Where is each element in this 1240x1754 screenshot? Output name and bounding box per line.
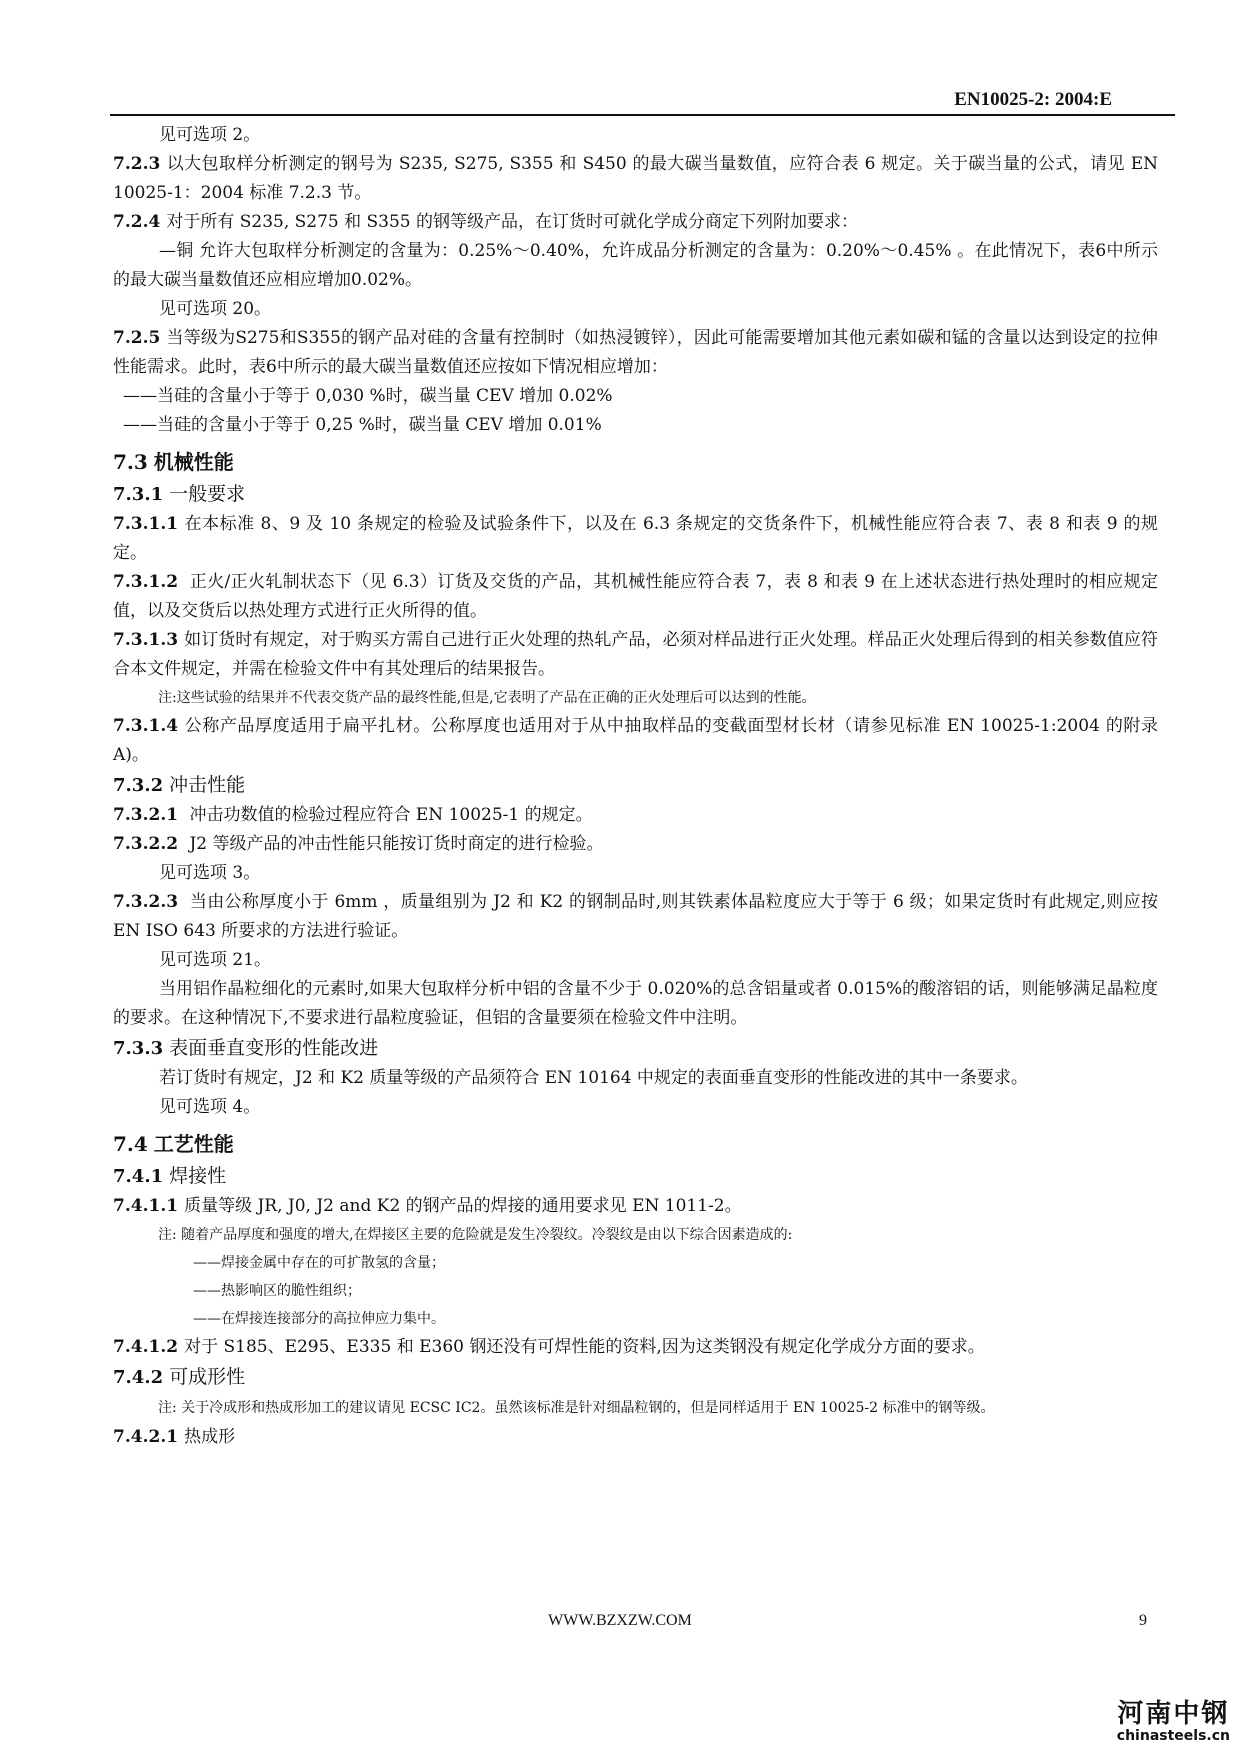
section-number: 7.2.4	[113, 212, 161, 232]
section-number: 7.3.1.4	[113, 716, 179, 736]
section-number: 7.4.1	[113, 1166, 164, 1187]
paragraph-text: 表面垂直变形的性能改进	[169, 1037, 379, 1059]
paragraph-text: ——当硅的含量小于等于 0,030 %时，碳当量 CEV 增加 0.02%	[123, 386, 613, 406]
paragraph	[113, 1305, 1158, 1333]
paragraph-text: 见可选项 2。	[159, 125, 261, 145]
paragraph-text: 注: 关于冷成形和热成形加工的建议请见 ECSC IC2。虽然该标准是针对细晶粒钢的，但是同样适用于 EN 10025-2 标准中的钢等级。	[158, 1400, 995, 1416]
section-number: 7.4.2	[113, 1367, 164, 1388]
document-body	[113, 121, 1158, 1452]
paragraph-text: 如订货时有规定，对于购买方需自己进行正火处理的热轧产品，必须对样品进行正火处理。样品正火处理后得到的相关参数值应符合本文件规定，并需在检验文件中有其处理后的结果报告。	[113, 630, 1158, 679]
paragraph-text: 可成形性	[169, 1366, 246, 1388]
paragraph	[113, 295, 1158, 324]
paragraph	[113, 237, 1158, 295]
paragraph-text: 质量等级 JR, J0, J2 and K2 的钢产品的焊接的通用要求见 EN 1011-2。	[184, 1196, 742, 1216]
section-number: 7.3.3	[113, 1038, 164, 1059]
paragraph-text: 见可选项 20。	[159, 299, 272, 319]
section-number: 7.4.2.1	[113, 1427, 179, 1447]
header-rule	[110, 114, 1175, 116]
paragraph-text: 见可选项 4。	[159, 1097, 261, 1117]
paragraph-text: 一般要求	[169, 483, 246, 505]
paragraph-text: 焊接性	[169, 1165, 227, 1187]
paragraph-text: 若订货时有规定，J2 和 K2 质量等级的产品须符合 EN 10164 中规定的表面垂直变形的性能改进的其中一条要求。	[159, 1068, 1028, 1088]
document-code: EN10025-2: 2004:E	[954, 89, 1112, 110]
paragraph	[113, 684, 1158, 712]
paragraph-text: ——热影响区的脆性组织；	[193, 1283, 361, 1299]
section-number: 7.3.1.1	[113, 514, 179, 534]
section-7-3-3	[113, 1033, 1158, 1064]
paragraph-text: ——当硅的含量小于等于 0,25 %时，碳当量 CEV 增加 0.01%	[123, 415, 602, 435]
section-number: 7.4	[113, 1132, 148, 1156]
paragraph-text: 公称产品厚度适用于扁平扎材。公称厚度也适用对于从中抽取样品的变截面型材长材（请参见标准 EN 10025-1:2004 的附录 A)。	[113, 716, 1158, 765]
section-7-2-3	[113, 150, 1158, 208]
section-number: 7.4.1.2	[113, 1337, 179, 1357]
section-7-4-1-1	[113, 1192, 1158, 1221]
paragraph-text: 冲击功数值的检验过程应符合 EN 10025-1 的规定。	[184, 805, 593, 825]
paragraph	[113, 1277, 1158, 1305]
paragraph	[113, 382, 1158, 411]
paragraph	[113, 1093, 1158, 1122]
section-number: 7.3.2.3	[113, 892, 179, 912]
section-7-3-1	[113, 479, 1158, 510]
section-7-3-1-3	[113, 626, 1158, 684]
section-7-3	[113, 446, 1158, 479]
section-7-2-4	[113, 208, 1158, 237]
page-number: 9	[1139, 1612, 1147, 1629]
paragraph-text: 当由公称厚度小于 6mm ，质量组别为 J2 和 K2 的钢制品时,则其铁素体晶粒度应大于等于 6 级；如果定货时有此规定,则应按 EN ISO 643 所要求的方法进行验证。	[113, 892, 1158, 941]
section-7-3-1-1	[113, 510, 1158, 568]
paragraph-text: 正火/正火轧制状态下（见 6.3）订货及交货的产品，其机械性能应符合表 7，表 8 和表 9 在上述状态进行热处理时的相应规定值，以及交货后以热处理方式进行正火所得的值。	[113, 572, 1158, 621]
paragraph-text: 机械性能	[153, 450, 234, 474]
section-7-3-1-2	[113, 568, 1158, 626]
section-number: 7.3.2.1	[113, 805, 179, 825]
section-7-4	[113, 1128, 1158, 1161]
paragraph-text: 见可选项 21。	[159, 950, 272, 970]
section-7-3-2	[113, 770, 1158, 801]
paragraph	[113, 1249, 1158, 1277]
paragraph	[113, 121, 1158, 150]
section-number: 7.3.2.2	[113, 834, 179, 854]
section-7-2-5	[113, 324, 1158, 382]
paragraph	[113, 1064, 1158, 1093]
watermark-url: chinasteels.cn	[1116, 1728, 1230, 1744]
section-7-3-2-1	[113, 801, 1158, 830]
section-number: 7.3	[113, 450, 148, 474]
section-7-4-2	[113, 1362, 1158, 1393]
paragraph-text: 工艺性能	[153, 1132, 234, 1156]
section-7-3-1-4	[113, 712, 1158, 770]
paragraph-text: 对于所有 S235, S275 和 S355 的钢等级产品，在订货时可就化学成分商定下列附加要求：	[166, 212, 859, 232]
section-number: 7.3.1	[113, 484, 164, 505]
section-number: 7.2.3	[113, 154, 161, 174]
section-number: 7.3.2	[113, 775, 164, 796]
paragraph-text: 对于 S185、E295、E335 和 E360 钢还没有可焊性能的资料,因为这类钢没有规定化学成分方面的要求。	[184, 1337, 985, 1357]
paragraph-text: 以大包取样分析测定的钢号为 S235, S275, S355 和 S450 的最大碳当量数值，应符合表 6 规定。关于碳当量的公式，请见 EN 10025-1：2004 标准 7.2.3 节。	[113, 154, 1158, 203]
paragraph-text: 当等级为S275和S355的钢产品对硅的含量有控制时（如热浸镀锌），因此可能需要增加其他元素如碳和锰的含量以达到设定的拉伸性能需求。此时，表6中所示的最大碳当量数值还应按如下情况相应增加：	[113, 328, 1158, 377]
paragraph-text: 在本标准 8、9 及 10 条规定的检验及试验条件下，以及在 6.3 条规定的交货条件下，机械性能应符合表 7、表 8 和表 9 的规定。	[113, 514, 1158, 563]
section-number: 7.3.1.3	[113, 630, 179, 650]
watermark-logo	[1117, 1700, 1230, 1744]
paragraph	[113, 411, 1158, 440]
paragraph-text: ——在焊接连接部分的高拉伸应力集中。	[193, 1311, 445, 1327]
footer-url: WWW.BZXZW.COM	[548, 1612, 692, 1629]
section-number: 7.4.1.1	[113, 1196, 179, 1216]
paragraph	[113, 1221, 1158, 1249]
watermark-cn: 河南中钢	[1117, 1699, 1230, 1729]
paragraph-text: J2 等级产品的冲击性能只能按订货时商定的进行检验。	[184, 834, 604, 854]
section-7-4-1-2	[113, 1333, 1158, 1362]
paragraph-text: 注: 随着产品厚度和强度的增大,在焊接区主要的危险就是发生冷裂纹。冷裂纹是由以下综合因素造成的:	[158, 1227, 793, 1243]
paragraph	[113, 1393, 1158, 1423]
paragraph-text: 见可选项 3。	[159, 863, 261, 883]
section-number: 7.3.1.2	[113, 572, 179, 592]
paragraph-text: 当用铝作晶粒细化的元素时,如果大包取样分析中铝的含量不少于 0.020%的总含铝量或者 0.015%的酸溶铝的话，则能够满足晶粒度的要求。在这种情况下,不要求进行晶粒度验证，但铝的含量要须在检验文件中注明。	[113, 979, 1158, 1028]
section-7-3-2-3	[113, 888, 1158, 946]
paragraph-text: 冲击性能	[169, 774, 246, 796]
paragraph-text: —铜 允许大包取样分析测定的含量为：0.25%～0.40%，允许成品分析测定的含量为：0.20%～0.45% 。在此情况下，表6中所示的最大碳当量数值还应相应增加0.02%。	[113, 241, 1158, 290]
paragraph-text: 注:这些试验的结果并不代表交货产品的最终性能,但是,它表明了产品在正确的正火处理后可以达到的性能。	[158, 690, 816, 706]
section-number: 7.2.5	[113, 328, 161, 348]
paragraph	[113, 859, 1158, 888]
paragraph-text: 热成形	[184, 1427, 236, 1447]
paragraph	[113, 975, 1158, 1033]
section-7-4-2-1	[113, 1423, 1158, 1452]
section-7-4-1	[113, 1161, 1158, 1192]
section-7-3-2-2	[113, 830, 1158, 859]
paragraph-text: ——焊接金属中存在的可扩散氢的含量；	[193, 1255, 445, 1271]
paragraph	[113, 946, 1158, 975]
